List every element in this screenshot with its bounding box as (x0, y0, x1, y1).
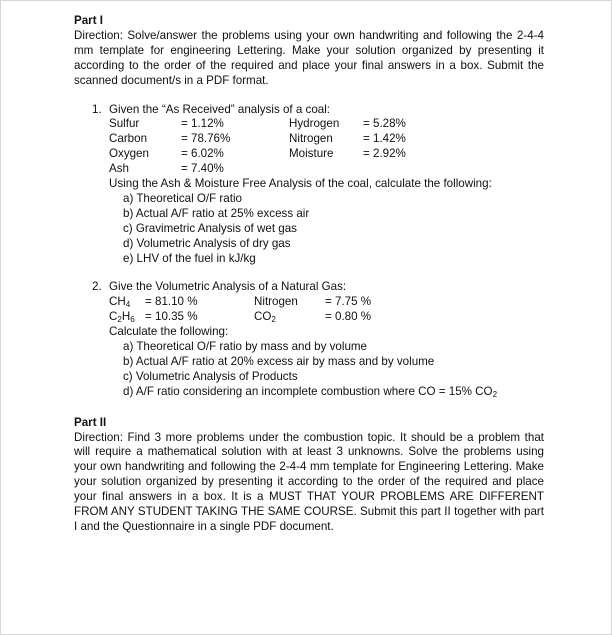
coal-row-2 (109, 132, 544, 147)
question-1-instruction: Using the Ash & Moisture Free Analysis of the coal, calculate the following: (109, 177, 492, 190)
coal-sulfur-value: = 1.12% (181, 117, 224, 131)
gas-nitrogen-label: Nitrogen (254, 295, 298, 309)
question-1 (92, 102, 544, 267)
gas-co2-label: $CO_2$ (254, 310, 276, 325)
question-2-number: 2. (92, 280, 102, 294)
part2-heading: Part II (74, 415, 107, 429)
coal-moisture-value: = 2.92% (363, 147, 406, 161)
gas-c2h6-label: $C_2H_6$ (109, 310, 135, 325)
question-1-item: b) Actual A/F ratio at 25% excess air (123, 206, 310, 220)
coal-sulfur-label: Sulfur (109, 117, 140, 131)
coal-hydrogen-value: = 5.28% (363, 117, 406, 131)
question-1-item: a) Theoretical O/F ratio (123, 191, 242, 205)
coal-oxygen-value: = 6.02% (181, 147, 224, 161)
part1-direction: Direction: Solve/answer the problems using your own handwriting and following the 2-4-4 mm template for engineering Lettering. Make your solution organized by presenting it according to the order of the required and place your final answers in a box. Submit the scanned document/s in a PDF format. (74, 28, 544, 87)
part2-direction: Direction: Find 3 more problems under the combustion topic. It should be a problem that will require a mathematical solution with at least 3 unknowns. Solve the problems using your own handwriting and following the 2-4-4 mm template for Engineering Lettering. Make your solution organized by presenting it according to the order of the required and place your final answers in a box. It is a MUST THAT YOUR PROBLEMS ARE DIFFERENT FROM ANY STUDENT TAKING THE SAME COURSE. Submit this part II together with part I and the Questionnaire in a single PDF document. (74, 430, 544, 533)
gas-c2h6-value: = 10.35 % (145, 310, 198, 324)
coal-row-4 (109, 162, 544, 177)
question-1-item: d) Volumetric Analysis of dry gas (123, 236, 291, 250)
coal-nitrogen-label: Nitrogen (289, 132, 333, 146)
coal-nitrogen-value: = 1.42% (363, 132, 406, 146)
question-1-list (123, 192, 544, 267)
question-2-intro: Give the Volumetric Analysis of a Natural Gas: (109, 280, 347, 294)
part1-heading: Part I (74, 14, 103, 27)
question-2-item-d: d) A/F ratio considering an incomplete combustion where CO = 15% $CO_2$ (123, 384, 498, 399)
coal-carbon-value: = 78.76% (181, 132, 231, 146)
gas-nitrogen-value: = 7.75 % (325, 295, 372, 309)
coal-row-3 (109, 147, 544, 162)
coal-row-1 (109, 117, 544, 132)
gas-co2-value: = 0.80 % (325, 310, 372, 324)
coal-carbon-label: Carbon (109, 132, 148, 146)
gas-ch4-label: $CH_4$ (109, 295, 131, 310)
coal-oxygen-label: Oxygen (109, 147, 149, 161)
question-1-item: c) Gravimetric Analysis of wet gas (123, 221, 297, 235)
question-1-intro: Given the “As Received” analysis of a coal: (109, 102, 331, 116)
coal-ash-label: Ash (109, 162, 129, 176)
question-2-instruction: Calculate the following: (109, 325, 229, 339)
document-body (74, 14, 544, 535)
coal-hydrogen-label: Hydrogen (289, 117, 340, 131)
gas-row-1 (109, 295, 544, 310)
question-2 (92, 280, 544, 399)
question-2-item: b) Actual A/F ratio at 20% excess air by mass and by volume (123, 354, 435, 368)
question-2-item: a) Theoretical O/F ratio by mass and by volume (123, 340, 368, 354)
question-2-list (123, 340, 544, 400)
gas-row-2 (109, 310, 544, 325)
gas-ch4-value: = 81.10 % (145, 295, 198, 309)
coal-ash-value: = 7.40% (181, 162, 224, 176)
question-1-item: e) LHV of the fuel in kJ/kg (123, 251, 256, 265)
question-2-item: c) Volumetric Analysis of Products (123, 369, 298, 383)
question-1-number: 1. (92, 102, 102, 116)
coal-moisture-label: Moisture (289, 147, 334, 161)
